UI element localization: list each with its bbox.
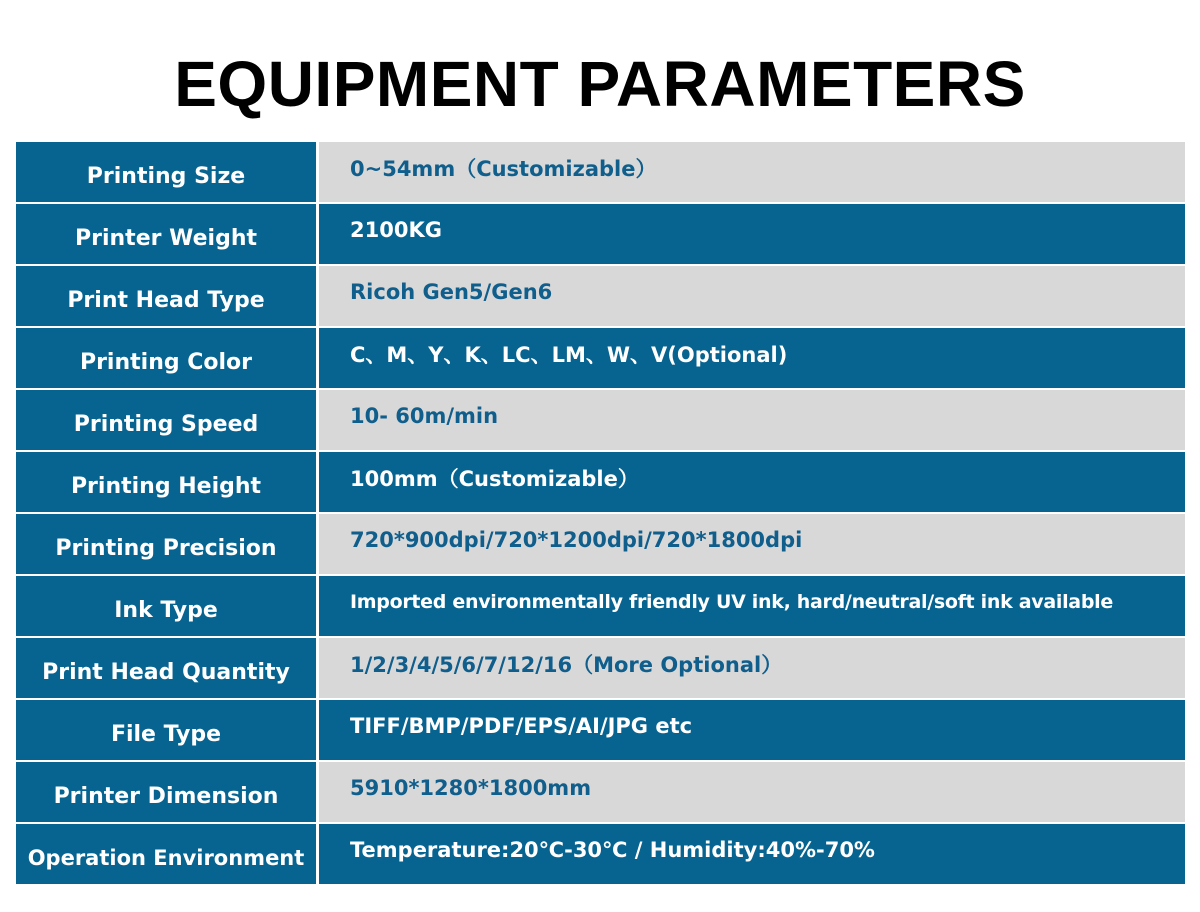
row-label: Printing Height	[16, 452, 316, 512]
table-row	[16, 452, 1185, 512]
row-label: Print Head Quantity	[16, 638, 316, 698]
row-value: TIFF/BMP/PDF/EPS/AI/JPG etc	[319, 700, 1185, 760]
table-row	[16, 762, 1185, 822]
row-value: 720*900dpi/720*1200dpi/720*1800dpi	[319, 514, 1185, 574]
spec-table	[16, 142, 1185, 886]
table-row	[16, 390, 1185, 450]
page-title: EQUIPMENT PARAMETERS	[174, 48, 1026, 120]
row-label: Printing Precision	[16, 514, 316, 574]
row-label: Printing Size	[16, 142, 316, 202]
table-row	[16, 638, 1185, 698]
row-label: Print Head Type	[16, 266, 316, 326]
row-value: Temperature:20℃-30℃ / Humidity:40%-70%	[319, 824, 1185, 884]
table-row	[16, 824, 1185, 884]
table-row	[16, 204, 1185, 264]
row-value: Imported environmentally friendly UV ink, hard/neutral/soft ink available	[319, 576, 1185, 636]
row-value: 5910*1280*1800mm	[319, 762, 1185, 822]
row-label: Printer Dimension	[16, 762, 316, 822]
row-value: 1/2/3/4/5/6/7/12/16（More Optional）	[319, 638, 1185, 698]
row-label: Printer Weight	[16, 204, 316, 264]
row-value: 10- 60m/min	[319, 390, 1185, 450]
table-row	[16, 328, 1185, 388]
table-row	[16, 514, 1185, 574]
table-row	[16, 576, 1185, 636]
table-row	[16, 142, 1185, 202]
row-label: Ink Type	[16, 576, 316, 636]
row-value: 0~54mm（Customizable）	[319, 142, 1185, 202]
table-row	[16, 700, 1185, 760]
row-label: Printing Color	[16, 328, 316, 388]
row-value: C、M、Y、K、LC、LM、W、V(Optional)	[319, 328, 1185, 388]
row-value: 2100KG	[319, 204, 1185, 264]
row-label: File Type	[16, 700, 316, 760]
table-row	[16, 266, 1185, 326]
row-label: Printing Speed	[16, 390, 316, 450]
row-value: Ricoh Gen5/Gen6	[319, 266, 1185, 326]
row-value: 100mm（Customizable）	[319, 452, 1185, 512]
row-label: Operation Environment	[16, 824, 316, 884]
